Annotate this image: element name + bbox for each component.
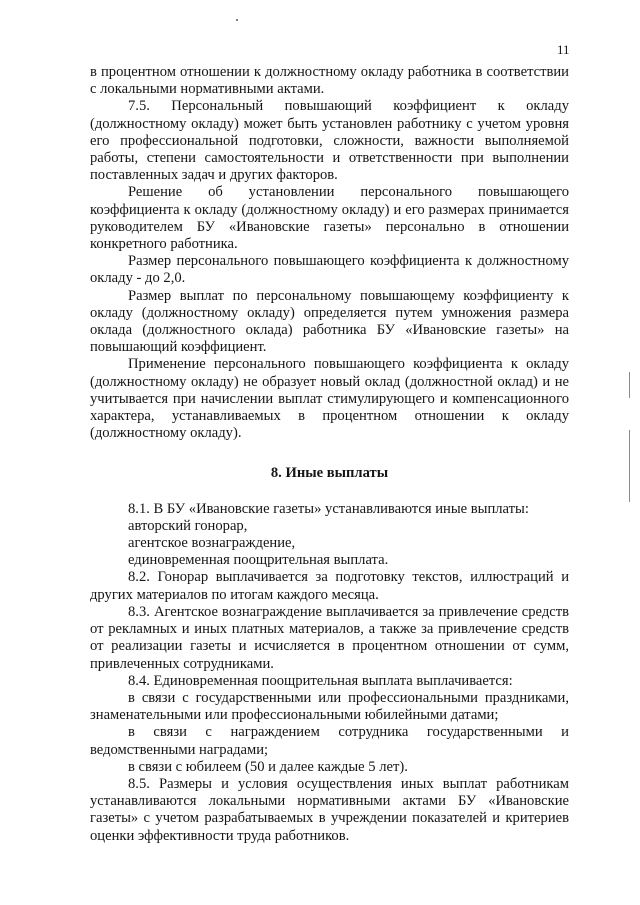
paragraph-8-4: 8.4. Единовременная поощрительная выплата выплачивается: bbox=[128, 672, 513, 689]
scan-edge-mark bbox=[629, 372, 630, 398]
paragraph-continuation: в процентном отношении к должностному окладу работника в соответствии с локальными нормативными актами. bbox=[90, 64, 569, 98]
page-number: 11 bbox=[557, 42, 570, 57]
paragraph-8-3: 8.3. Агентское вознаграждение выплачивается за привлечение средств от рекламных и иных платных материалов, а также за привлечение средств от реализации газеты и исчисляется в процентном отношении от сумм, привлеченных сотрудниками. bbox=[90, 603, 569, 672]
paragraph-payment-size: Размер выплат по персональному повышающему коэффициенту к окладу (должностному окладу) определяется путем умножения размера оклада (должностного оклада) работника БУ «Ивановские газеты» на повышающий коэффициент. bbox=[90, 287, 569, 356]
list-item: в связи с юбилеем (50 и далее каждые 5 лет). bbox=[128, 758, 408, 775]
document-body bbox=[90, 64, 569, 845]
scan-edge-mark bbox=[629, 430, 630, 502]
paragraph-7-5: 7.5. Персональный повышающий коэффициент к окладу (должностному окладу) может быть установлен работнику с учетом уровня его профессиональной подготовки, сложности, важности выполняемой работы, степени самостоятельности и ответственности при выполнении поставленных задач и других факторов. bbox=[90, 98, 569, 184]
list-item: единовременная поощрительная выплата. bbox=[128, 552, 389, 569]
list-item: авторский гонорар, bbox=[128, 517, 248, 534]
paragraph-8-2: 8.2. Гонорар выплачивается за подготовку текстов, иллюстраций и других материалов по итогам каждого месяца. bbox=[90, 569, 569, 603]
paragraph-coefficient-size: Размер персонального повышающего коэффициента к должностному окладу - до 2,0. bbox=[90, 253, 569, 287]
list-item: в связи с государственными или профессиональными праздниками, знаменательными или профессиональными юбилейными датами; bbox=[90, 689, 569, 724]
section-heading: 8. Иные выплаты bbox=[270, 465, 389, 482]
paragraph-8-1: 8.1. В БУ «Ивановские газеты» устанавливаются иные выплаты: bbox=[128, 500, 529, 517]
scan-speck bbox=[236, 19, 238, 21]
paragraph-decision: Решение об установлении персонального повышающего коэффициента к окладу (должностному окладу) и его размерах принимается руководителем БУ «Ивановские газеты» персонально в отношении конкретного работника. bbox=[90, 184, 569, 253]
list-item: агентское вознаграждение, bbox=[128, 535, 296, 552]
list-item: в связи с награждением сотрудника государственными и ведомственными наградами; bbox=[90, 724, 569, 758]
paragraph-application: Применение персонального повышающего коэффициента к окладу (должностному окладу) не образует новый оклад (должностной оклад) и не учитывается при начислении выплат стимулирующего и компенсационного характера, устанавливаемых в процентном отношении к окладу (должностному окладу). bbox=[90, 356, 569, 442]
paragraph-8-5: 8.5. Размеры и условия осуществления иных выплат работникам устанавливаются локальными нормативными актами БУ «Ивановские газеты» с учетом разрабатываемых в учреждении показателей и критериев оценки эффективности труда работников. bbox=[90, 775, 569, 844]
